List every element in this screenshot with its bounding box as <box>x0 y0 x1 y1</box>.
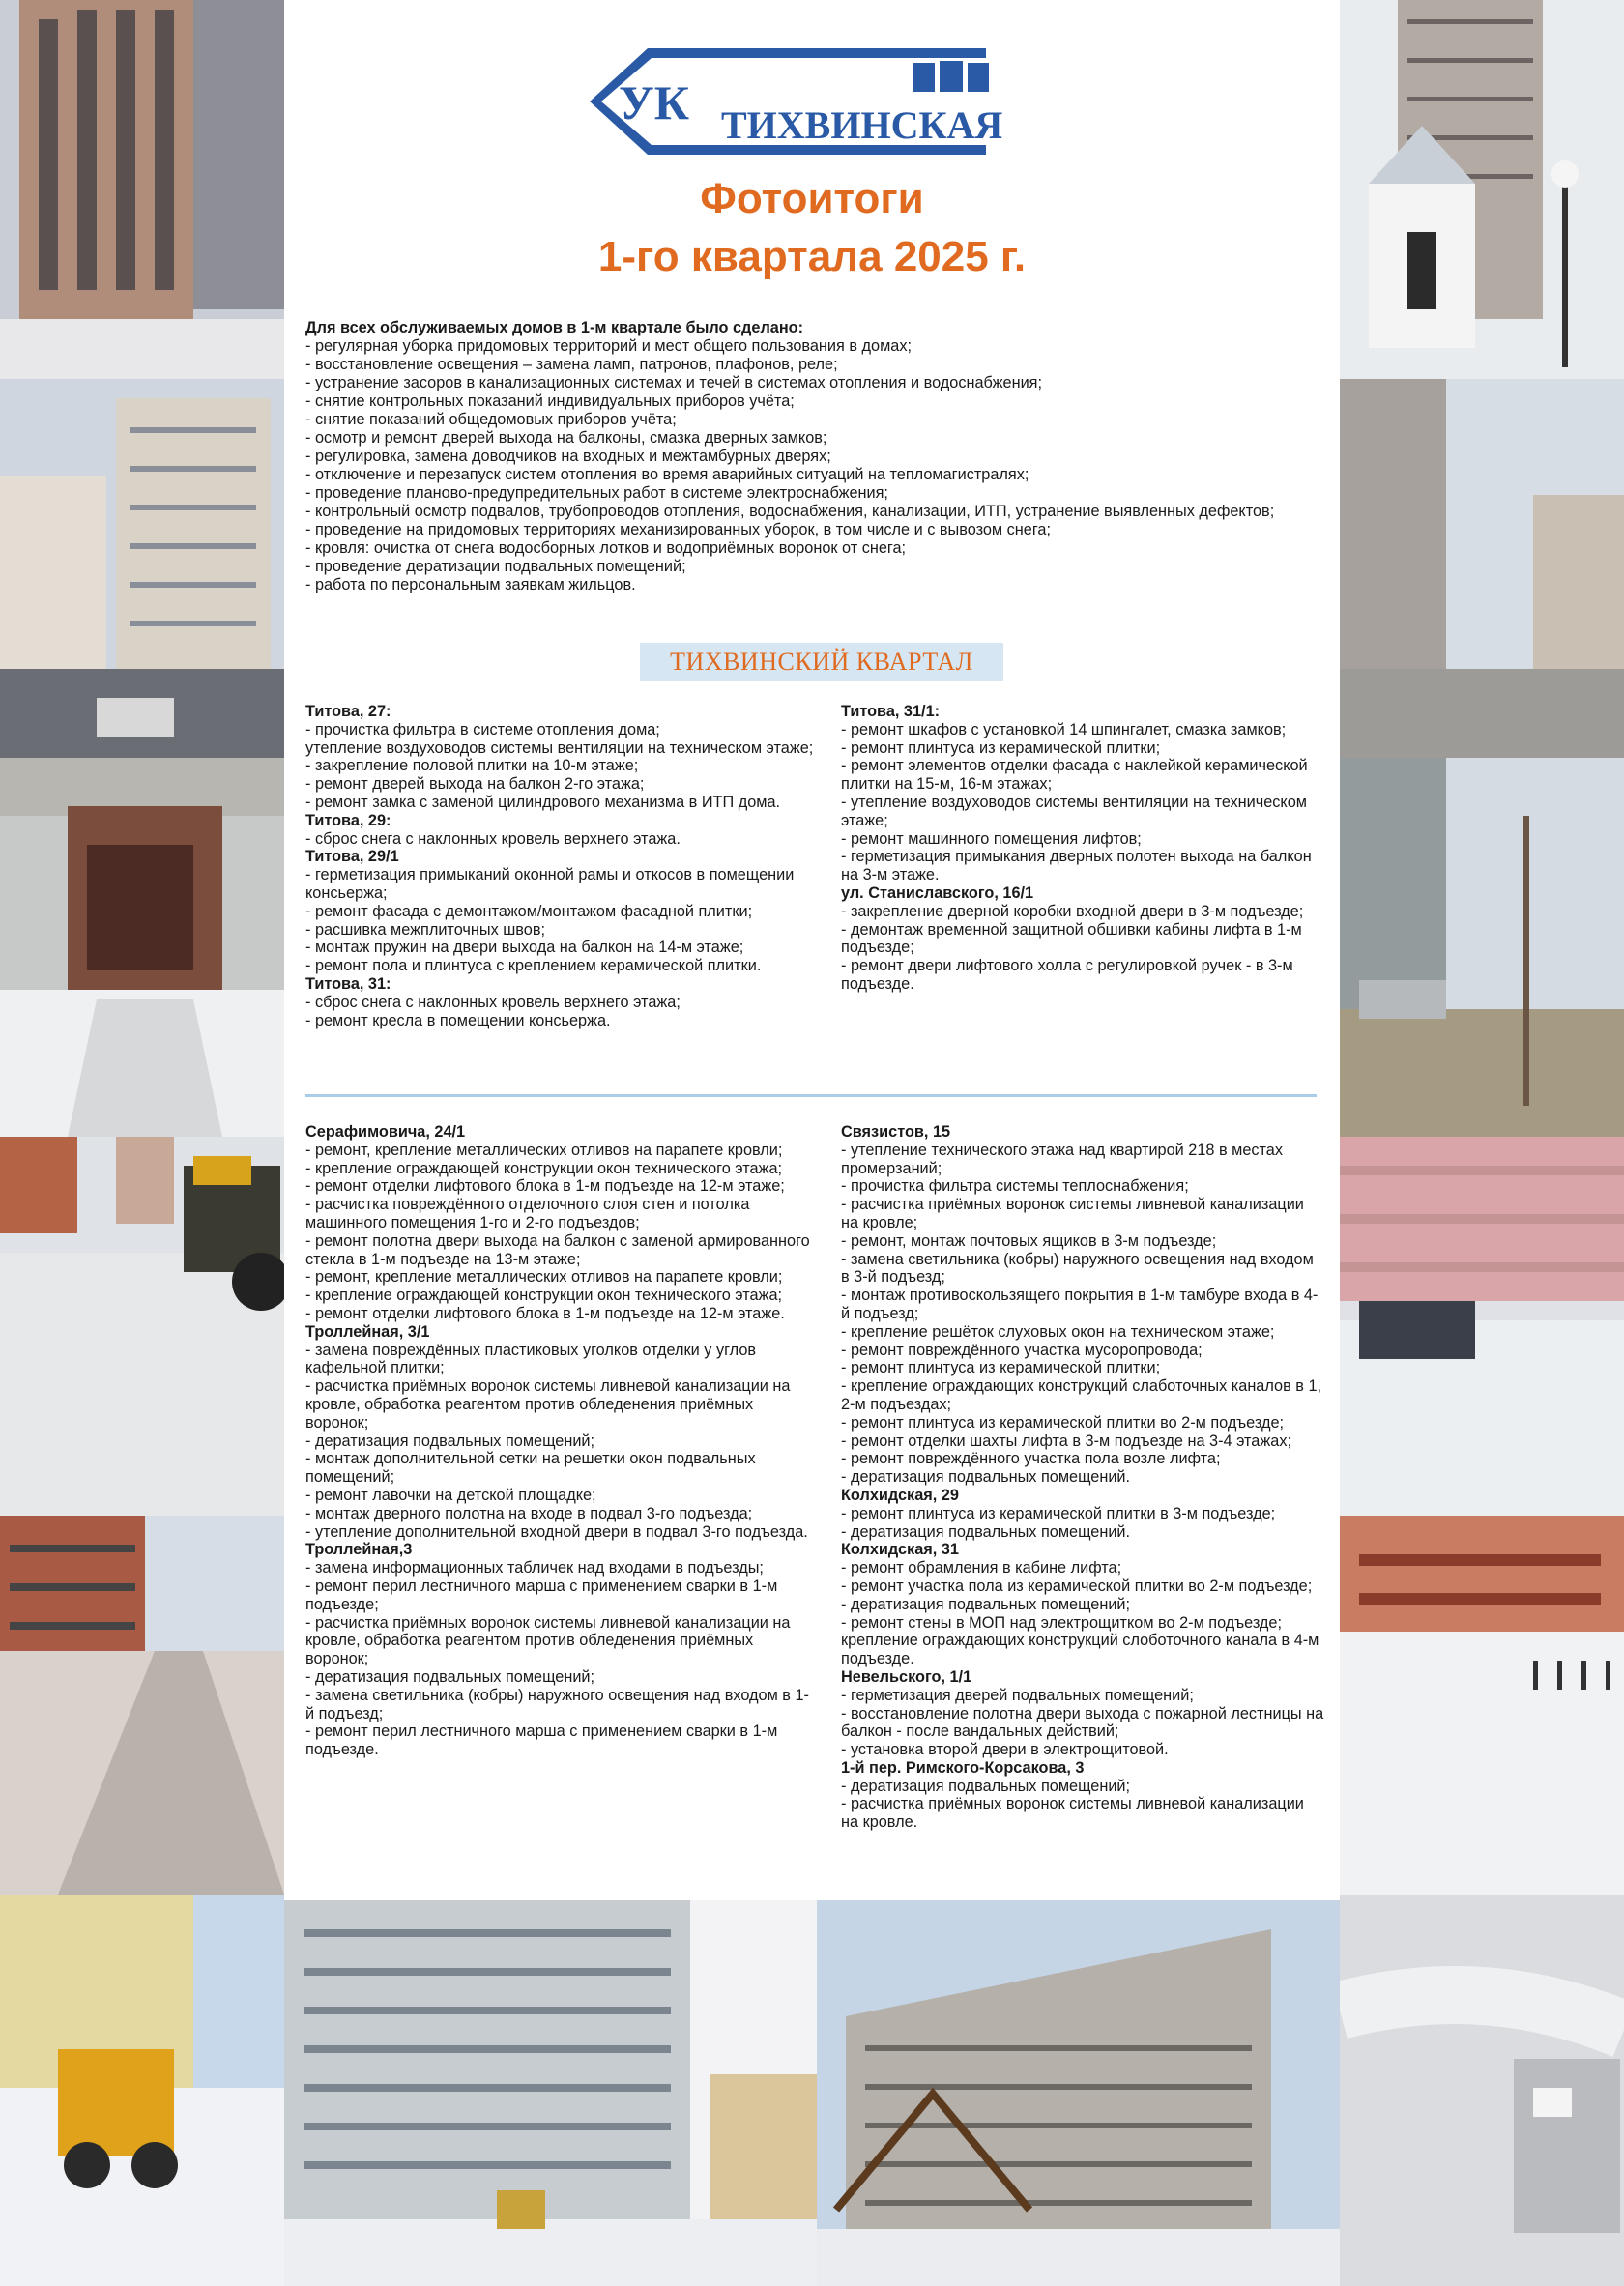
address-heading: Связистов, 15 <box>841 1123 951 1141</box>
work-item: - ремонт участка пола из керамической плитки во 2-м подъезде; <box>841 1577 1313 1595</box>
work-item: - ремонт плинтуса из керамической плитки во 2-м подъезде; <box>841 1413 1285 1432</box>
work-item: - ремонт отделки шахты лифта в 3-м подъезде на 3-4 этажах; <box>841 1432 1291 1450</box>
work-item: - дератизация подвальных помещений; <box>305 1432 595 1450</box>
work-item: - утепление дополнительной входной двери в подвал 3-го подъезда. <box>305 1522 808 1541</box>
work-item: - ремонт дверей выхода на балкон 2-го этажа; <box>305 775 645 794</box>
work-item: - ремонт, крепление металлических отливов на парапете кровли; <box>305 1141 783 1159</box>
address-heading: Титова, 31/1: <box>841 703 941 720</box>
section2-left-column <box>305 1123 818 1759</box>
work-item: - монтаж дверного полотна на входе в подвал 3-го подъезда; <box>305 1504 753 1522</box>
section1-left-column <box>305 703 818 1029</box>
address-heading: Титова, 29: <box>305 811 392 829</box>
work-item: - расшивка межплиточных швов; <box>305 920 545 939</box>
work-item: - сброс снега с наклонных кровель верхнего этажа; <box>305 993 681 1011</box>
work-item: - ремонт замка с заменой цилиндрового механизма в ИТП дома. <box>305 793 781 811</box>
work-item: - ремонт, монтаж почтовых ящиков в 3-м подъезде; <box>841 1231 1217 1250</box>
work-item: - ремонт двери лифтового холла с регулировкой ручек - в 3-м подъезде. <box>841 957 1293 993</box>
work-item: - монтаж дополнительной сетки на решетки окон подвальных помещений; <box>305 1450 756 1487</box>
work-item: - ремонт фасада с демонтажом/монтажом фасадной плитки; <box>305 902 753 920</box>
work-item: - ремонт шкафов с установкой 14 шпингалет, смазка замков; <box>841 720 1287 738</box>
address-heading: ул. Станиславского, 16/1 <box>841 883 1034 902</box>
intro-item: - снятие показаний общедомовых приборов учёта; <box>305 411 677 428</box>
work-item: - ремонт кресла в помещении консьержа. <box>305 1011 611 1029</box>
work-item: - утепление воздуховодов системы вентиляции на техническом этаже; <box>841 793 1307 829</box>
intro-item: - проведение планово-предупредительных работ в системе электроснабжения; <box>305 484 888 502</box>
photo-left-3 <box>0 758 284 1137</box>
address-heading: Невельского, 1/1 <box>841 1667 972 1686</box>
work-item: - прочистка фильтра системы теплоснабжения; <box>841 1177 1189 1196</box>
address-heading: 1-й пер. Римского-Корсакова, 3 <box>841 1758 1085 1777</box>
address-heading: Троллейная, 3/1 <box>305 1322 430 1341</box>
intro-item: - снятие контрольных показаний индивидуальных приборов учёта; <box>305 392 795 410</box>
company-logo <box>580 43 1044 159</box>
intro-item: - осмотр и ремонт дверей выхода на балконы, смазка дверных замков; <box>305 429 827 447</box>
work-item: - ремонт отделки лифтового блока в 1-м подъезде на 12-м этаже. <box>305 1304 785 1322</box>
work-item: - восстановление полотна двери выхода с пожарной лестницы на балкон - после вандальных действий; <box>841 1704 1324 1741</box>
work-item: - крепление ограждающей конструкции окон технического этажа; <box>305 1159 783 1177</box>
photo-bottom-1 <box>284 1900 817 2286</box>
section-divider <box>305 1094 1317 1097</box>
work-item: - прочистка фильтра в системе отопления дома; <box>305 720 660 738</box>
address-heading: Серафимовича, 24/1 <box>305 1123 466 1141</box>
work-item: - утепление технического этажа над квартирой 218 в местах промерзаний; <box>841 1141 1284 1177</box>
work-item: - дератизация подвальных помещений; <box>305 1667 595 1686</box>
photo-left-6 <box>0 1895 284 2286</box>
work-item: - крепление ограждающих конструкций слаботочных каналов в 1, 2-м подъездах; <box>841 1377 1322 1413</box>
work-item: - ремонт машинного помещения лифтов; <box>841 829 1142 848</box>
address-heading: Колхидская, 31 <box>841 1541 959 1559</box>
work-item: - замена повреждённых пластиковых уголков отделки у углов кафельной плитки; <box>305 1341 757 1377</box>
work-item: - расчистка приёмных воронок системы ливневой канализации на кровле. <box>841 1795 1304 1832</box>
intro-item: - проведение на придомовых территориях механизированных уборок, в том числе и с вывозом снега; <box>305 521 1051 538</box>
work-item: - монтаж пружин на двери выхода на балкон на 14-м этаже; <box>305 939 744 957</box>
intro-item: - регулировка, замена доводчиков на входных и межтамбурных дверях; <box>305 448 831 465</box>
page-title-line1: Фотоитоги <box>700 175 924 222</box>
work-item: - ремонт полотна двери выхода на балкон с заменой армированного стекла в 1-м подъезде на 13-м этаже; <box>305 1231 810 1268</box>
photo-right-1 <box>1340 0 1624 379</box>
work-item: - герметизация примыкания дверных полотен выхода на балкон на 3-м этаже. <box>841 848 1312 884</box>
work-item: - сброс снега с наклонных кровель верхнего этажа. <box>305 829 681 848</box>
work-item: - демонтаж временной защитной обшивки кабины лифта в 1-м подъезде; <box>841 920 1302 957</box>
work-item: - расчистка приёмных воронок системы ливневой канализации на кровле, обработка реагентом против обледенения приёмных воронок; <box>305 1377 791 1432</box>
photo-left-2 <box>0 379 284 758</box>
photo-right-4 <box>1340 1137 1624 1516</box>
section2-right-column <box>841 1123 1324 1832</box>
address-heading: Троллейная,3 <box>305 1541 413 1559</box>
photo-bottom-2 <box>817 1900 1340 2286</box>
intro-item: - регулярная уборка придомовых территорий и мест общего пользования в домах; <box>305 337 912 355</box>
work-item: - ремонт отделки лифтового блока в 1-м подъезде на 12-м этаже; <box>305 1177 785 1196</box>
address-heading: Титова, 27: <box>305 703 392 720</box>
photo-left-1 <box>0 0 284 379</box>
work-item: - ремонт перил лестничного марша с применением сварки в 1-м подъезде; <box>305 1577 778 1613</box>
section1-right-column <box>841 703 1315 994</box>
address-heading: Титова, 29/1 <box>305 848 399 866</box>
photo-right-6 <box>1340 1895 1624 2286</box>
address-heading: Титова, 31: <box>305 974 392 993</box>
photo-left-5 <box>0 1516 284 1895</box>
work-item: - расчистка приёмных воронок системы ливневой канализации на кровле; <box>841 1196 1304 1231</box>
intro-item: - контрольный осмотр подвалов, трубопроводов отопления, водоснабжения, канализации, ИТП, устранение выявленных дефектов; <box>305 503 1275 520</box>
work-item: - ремонт обрамления в кабине лифта; <box>841 1559 1122 1577</box>
work-item: - замена светильника (кобры) наружного освещения над входом в 1-й подъезд; <box>305 1686 809 1722</box>
address-heading: Колхидская, 29 <box>841 1486 959 1504</box>
work-item: - ремонт плинтуса из керамической плитки; <box>841 1359 1161 1377</box>
intro-item: - кровля: очистка от снега водосборных лотков и водоприёмных воронок от снега; <box>305 539 907 557</box>
intro-item: - устранение засоров в канализационных системах и течей в системах отопления и водоснабжения; <box>305 374 1043 391</box>
work-item: - расчистка повреждённого отделочного слоя стен и потолка машинного помещения 1-го и 2-го подъездов; <box>305 1196 750 1231</box>
work-item: - ремонт, крепление металлических отливов на парапете кровли; <box>305 1268 783 1287</box>
work-item: - ремонт повреждённого участка пола возле лифта; <box>841 1450 1221 1468</box>
intro-item: - отключение и перезапуск систем отопления во время аварийных ситуаций на тепломагистралях; <box>305 466 1030 483</box>
work-item: - ремонт лавочки на детской площадке; <box>305 1486 596 1504</box>
logo-name: ТИХВИНСКАЯ <box>721 103 1003 147</box>
work-item: - ремонт пола и плинтуса с креплением керамической плитки. <box>305 957 762 975</box>
work-item: - установка второй двери в электрощитовой. <box>841 1741 1169 1759</box>
intro-heading: Для всех обслуживаемых домов в 1-м квартале было сделано: <box>305 319 804 336</box>
work-item: - дератизация подвальных помещений; <box>841 1777 1131 1795</box>
intro-block <box>305 319 1311 594</box>
work-item: - закрепление половой плитки на 10-м этаже; <box>305 757 639 775</box>
intro-item: - восстановление освещения – замена ламп, патронов, плафонов, реле; <box>305 356 838 373</box>
photo-left-4 <box>0 1137 284 1516</box>
work-item: - ремонт элементов отделки фасада с наклейкой керамической плитки на 15-м, 16-м этажах; <box>841 757 1308 794</box>
work-item: - замена информационных табличек над входами в подъезды; <box>305 1559 764 1577</box>
work-item: - ремонт плинтуса из керамической плитки в 3-м подъезде; <box>841 1504 1276 1522</box>
work-item: - герметизация примыканий оконной рамы и откосов в помещении консьержа; <box>305 866 795 902</box>
work-item: - ремонт стены в МОП над электрощитком во 2-м подъезде; крепление ограждающих конструкций слоботочного канала в 4-м подъезде. <box>841 1613 1320 1668</box>
photo-right-2 <box>1340 379 1624 758</box>
work-item: - ремонт повреждённого участка мусоропровода; <box>841 1341 1203 1359</box>
work-item: - ремонт перил лестничного марша с применением сварки в 1-м подъезде. <box>305 1722 778 1759</box>
work-item: - дератизация подвальных помещений. <box>841 1522 1131 1541</box>
work-item: - монтаж противоскользящего покрытия в 1-м тамбуре входа в 4-й подъезд; <box>841 1287 1319 1322</box>
work-item: - дератизация подвальных помещений; <box>841 1595 1131 1613</box>
work-item: - дератизация подвальных помещений. <box>841 1468 1131 1487</box>
work-item: - крепление решёток слуховых окон на техническом этаже; <box>841 1322 1275 1341</box>
page-title-line2: 1-го квартала 2025 г. <box>597 233 1027 280</box>
work-item: - герметизация дверей подвальных помещений; <box>841 1686 1194 1704</box>
intro-item: - проведение дератизации подвальных помещений; <box>305 558 686 575</box>
photo-right-5 <box>1340 1516 1624 1895</box>
work-item: - расчистка приёмных воронок системы ливневой канализации на кровле, обработка реагентом против обледенения приёмных воронок; <box>305 1613 791 1668</box>
intro-item: - работа по персональным заявкам жильцов. <box>305 576 636 593</box>
section-banner: ТИХВИНСКИЙ КВАРТАЛ <box>640 643 1003 681</box>
photo-right-3 <box>1340 758 1624 1137</box>
work-item: - крепление ограждающей конструкции окон технического этажа; <box>305 1287 783 1305</box>
work-item: утепление воздуховодов системы вентиляции на техническом этаже; <box>305 738 814 757</box>
work-item: - замена светильника (кобры) наружного освещения над входом в 3-й подъезд; <box>841 1250 1314 1287</box>
work-item: - закрепление дверной коробки входной двери в 3-м подъезде; <box>841 902 1304 920</box>
work-item: - ремонт плинтуса из керамической плитки; <box>841 738 1161 757</box>
logo-letters: УК <box>619 75 689 130</box>
